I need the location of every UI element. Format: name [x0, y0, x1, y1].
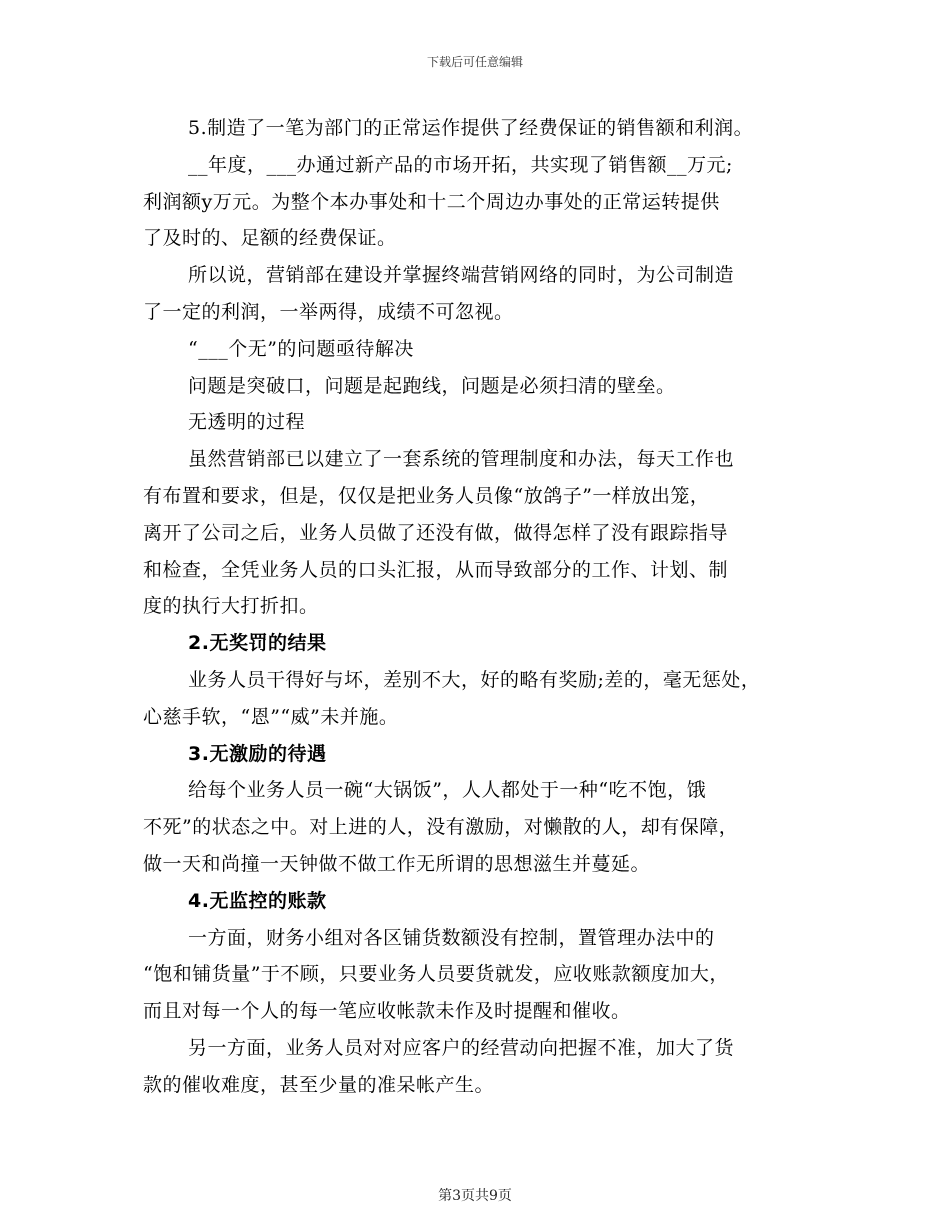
text-line: 无透明的过程	[188, 411, 306, 434]
text-line: 离开了公司之后，业务人员做了还没有做，做得怎样了没有跟踪指导	[143, 521, 729, 544]
text-line: “___个无”的问题亟待解决	[188, 337, 414, 360]
section-heading: 3.无激励的待遇	[188, 742, 327, 765]
text-line: 做一天和尚撞一天钟做不做工作无所谓的思想滋生并蔓延。	[143, 852, 651, 875]
text-line: 业务人员干得好与坏，差别不大，好的略有奖励;差的，毫无惩处，	[188, 668, 761, 691]
text-line: “饱和铺货量”于不顾，只要业务人员要货就发，应收账款额度加大，	[143, 963, 729, 986]
page-header: 下载后可任意编辑	[426, 55, 523, 69]
text-line: 给每个业务人员一碗“大锅饭”，人人都处于一种“吃不饱，饿	[188, 779, 707, 802]
text-line: 有布置和要求，但是，仅仅是把业务人员像“放鸽子”一样放出笼，	[143, 484, 710, 507]
text-line: __年度，___办通过新产品的市场开拓，共实现了销售额__万元;	[188, 153, 733, 176]
text-line: 而且对每一个人的每一笔应收帐款未作及时提醒和催收。	[143, 1000, 631, 1023]
text-line: 了一定的利润，一举两得，成绩不可忽视。	[143, 300, 514, 323]
text-line: 问题是突破口，问题是起跑线，问题是必须扫清的壁垒。	[188, 374, 676, 397]
text-line: 度的执行大打折扣。	[143, 595, 319, 618]
text-line: 一方面，财务小组对各区铺货数额没有控制，置管理办法中的	[188, 926, 715, 949]
text-line: 和检查，全凭业务人员的口头汇报，从而导致部分的工作、计划、制	[143, 558, 729, 581]
text-line: 所以说，营销部在建设并掌握终端营销网络的同时，为公司制造	[188, 264, 735, 287]
text-line: 款的催收难度，甚至少量的准呆帐产生。	[143, 1073, 495, 1096]
page-number: 第3页共9页	[438, 1188, 512, 1204]
text-line: 5.制造了一笔为部门的正常运作提供了经费保证的销售额和利润。	[188, 117, 754, 139]
text-line: 了及时的、足额的经费保证。	[143, 227, 397, 250]
text-line: 不死”的状态之中。对上进的人，没有激励，对懒散的人，却有保障，	[143, 816, 739, 839]
section-heading: 2.无奖罚的结果	[188, 632, 327, 655]
document-body	[143, 110, 823, 1104]
text-line: 虽然营销部已以建立了一套系统的管理制度和办法，每天工作也	[188, 448, 735, 471]
section-heading: 4.无监控的账款	[188, 889, 327, 912]
text-line: 心慈手软，“恩”“威”未并施。	[143, 705, 399, 728]
text-line: 利润额y万元。为整个本办事处和十二个周边办事处的正常运转提供	[143, 190, 720, 213]
text-line: 另一方面，业务人员对对应客户的经营动向把握不准，加大了货	[188, 1036, 735, 1059]
